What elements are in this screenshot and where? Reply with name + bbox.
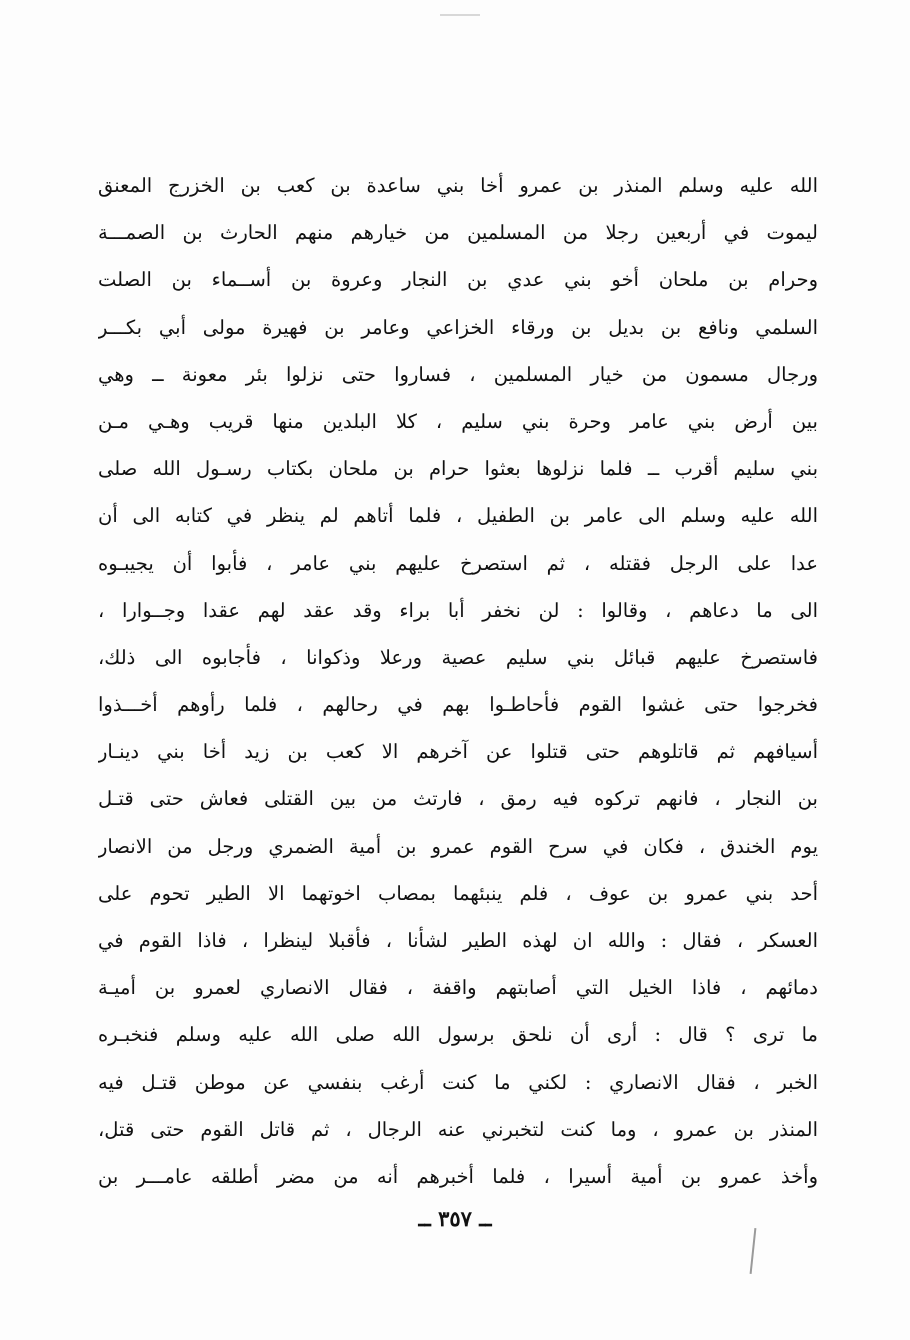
text-line-16: أحد بني عمرو بن عوف ، فلم ينبئهما بمصاب اخوتهما الا الطير تحوم على bbox=[98, 881, 818, 905]
text-line-3: وحرام بن ملحان أخو بني عدي بن النجار وعروة بن أســماء بن الصلت bbox=[98, 268, 818, 292]
text-line-9: عدا على الرجل فقتله ، ثم استصرخ عليهم بني عامر ، فأبوا أن يجيبـوه bbox=[98, 551, 818, 575]
text-line-2: ليموت في أربعين رجلا من المسلمين من خيارهم منهم الحارث بن الصمـــة bbox=[98, 221, 818, 245]
text-line-11: فاستصرخ عليهم قبائل بني سليم عصية ورعلا وذكوانا ، فأجابوه الى ذلك، bbox=[98, 645, 818, 669]
text-line-8: الله عليه وسلم الى عامر بن الطفيل ، فلما أتاهم لم ينظر في كتابه الى أن bbox=[98, 504, 818, 528]
text-line-12: فخرجوا حتى غشوا القوم فأحاطـوا بهم في رحالهم ، فلما رأوهم أخـــذوا bbox=[98, 693, 818, 717]
text-line-5: ورجال مسمون من خيار المسلمين ، فساروا حتى نزلوا بئر معونة ــ وهي bbox=[98, 362, 818, 386]
text-line-10: الى ما دعاهم ، وقالوا : لن نخفر أبا براء وقد عقد لهم عقدا وجــوارا ، bbox=[98, 598, 818, 622]
text-line-20: الخبر ، فقال الانصاري : لكني ما كنت أرغب بنفسي عن موطن قتـل فيه bbox=[98, 1070, 818, 1094]
page-number: ــ ٣٥٧ ــ bbox=[418, 1206, 492, 1231]
text-line-19: ما ترى ؟ قال : أرى أن نلحق برسول الله صلى الله عليه وسلم فنخبـره bbox=[98, 1023, 818, 1047]
scan-speck bbox=[440, 14, 480, 16]
text-line-22: وأخذ عمرو بن أمية أسيرا ، فلما أخبرهم أنه من مضر أطلقه عامـــر بن bbox=[98, 1164, 818, 1188]
text-line-6: بين أرض بني عامر وحرة بني سليم ، كلا البلدين منها قريب وهـي مـن bbox=[98, 409, 818, 433]
text-line-14: بن النجار ، فانهم تركوه فيه رمق ، فارتث من بين القتلى فعاش حتى قتـل bbox=[98, 787, 818, 811]
text-line-15: يوم الخندق ، فكان في سرح القوم عمرو بن أمية الضمري ورجل من الانصار bbox=[98, 834, 818, 858]
body-text bbox=[98, 162, 818, 1200]
text-line-21: المنذر بن عمرو ، وما كنت لتخبرني عنه الرجال ، ثم قاتل القوم حتى قتل، bbox=[98, 1117, 818, 1141]
text-line-4: السلمي ونافع بن بديل بن ورقاء الخزاعي وعامر بن فهيرة مولى أبي بكـــر bbox=[98, 315, 818, 339]
scan-mark bbox=[750, 1228, 757, 1274]
text-line-1: الله عليه وسلم المنذر بن عمرو أخا بني ساعدة بن كعب بن الخزرج المعنق bbox=[98, 174, 818, 197]
text-line-13: أسيافهم ثم قاتلوهم حتى قتلوا عن آخرهم الا كعب بن زيد أخا بني دينـار bbox=[98, 740, 818, 764]
text-line-7: بني سليم أقرب ــ فلما نزلوها بعثوا حرام بن ملحان بكتاب رسـول الله صلى bbox=[98, 457, 818, 481]
text-line-17: العسكر ، فقال : والله ان لهذه الطير لشأنا ، فأقبلا لينظرا ، فاذا القوم في bbox=[98, 929, 818, 952]
text-line-18: دمائهم ، فاذا الخيل التي أصابتهم واقفة ، فقال الانصاري لعمرو بن أميـة bbox=[98, 976, 818, 1000]
